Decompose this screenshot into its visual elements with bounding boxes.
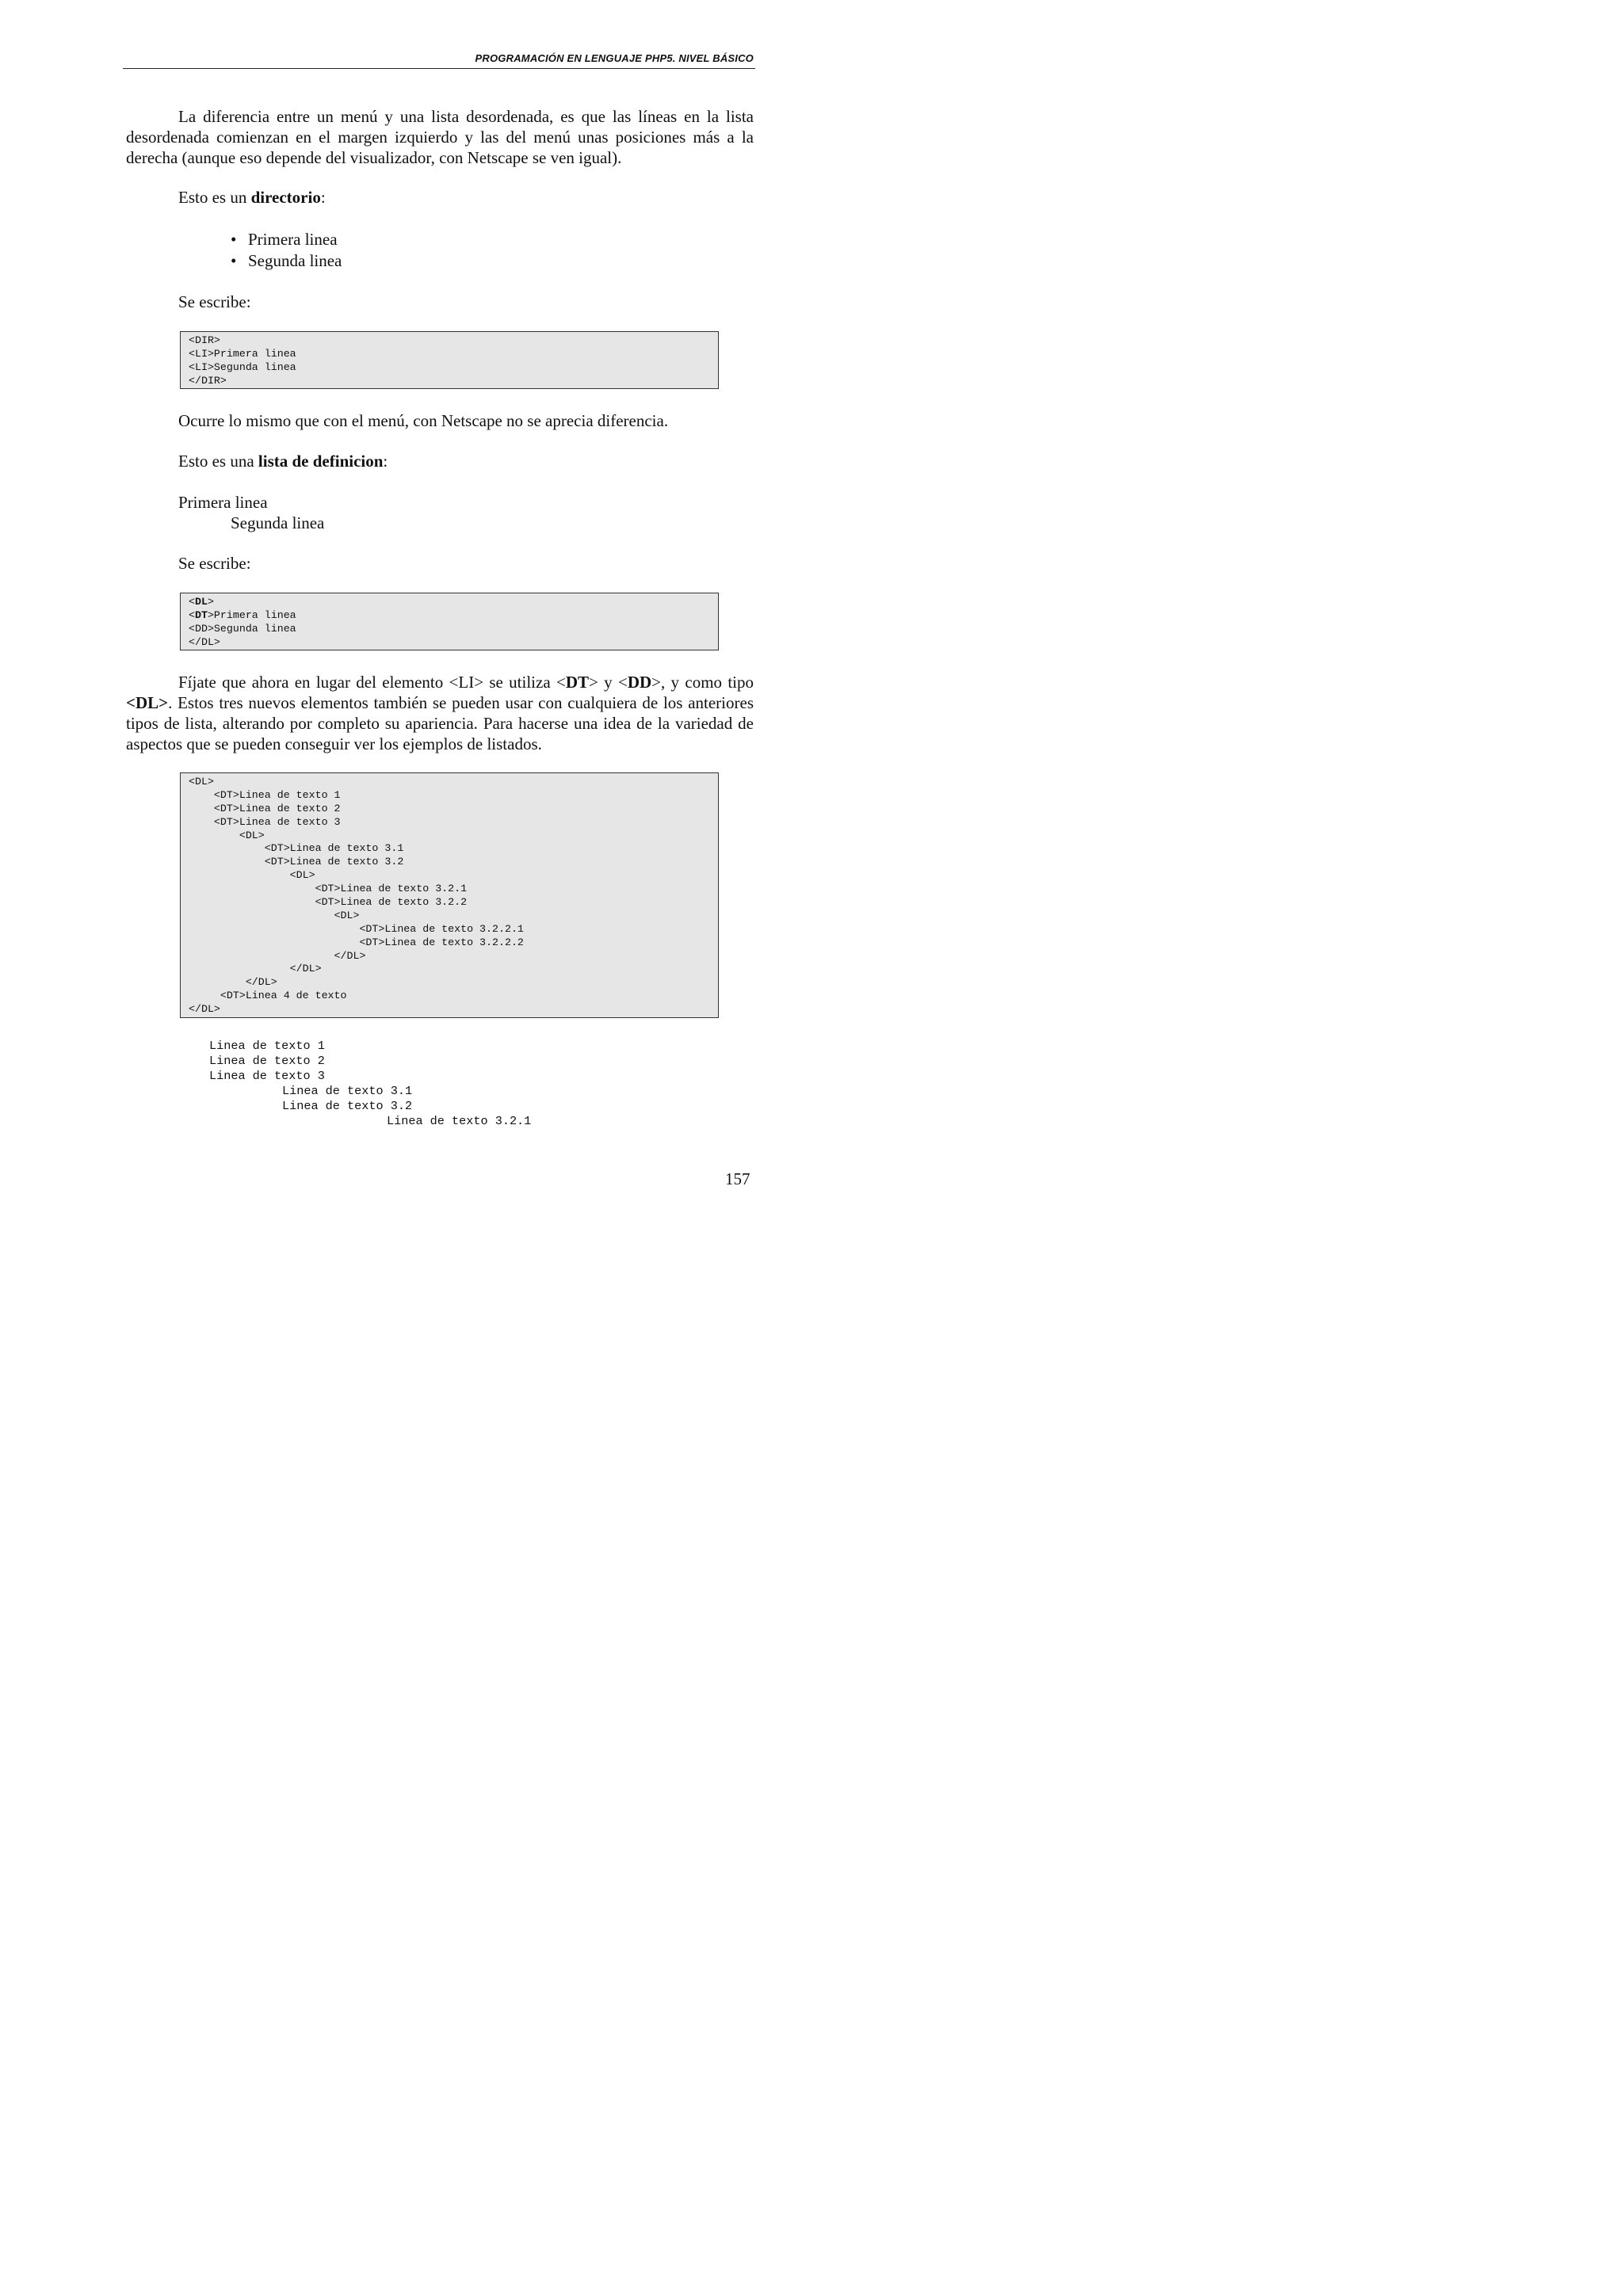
output-line: Linea de texto 2 [209, 1054, 325, 1068]
code-line: <DT>Linea de texto 3.2.2.1 [189, 922, 524, 935]
intro-paragraph [126, 106, 754, 168]
code-line: <DD>Segunda linea [189, 622, 296, 635]
output-line: Linea de texto 1 [209, 1039, 325, 1053]
definicion-lead-text: Esto es una [178, 452, 258, 471]
explain-paragraph: Fíjate que ahora en lugar del elemento <LI> se utiliza <DT> y <DD>, y como tipo <DL>. Estos tres nuevos elementos también se pueden usar con cualquiera de los anteriores tipos de lista, alterando por completo su apariencia. Para hacerse una idea de la variedad de aspectos que se pueden conseguir ver los ejemplos de listados. [126, 673, 754, 753]
list-item [231, 250, 342, 271]
header-rule [123, 68, 755, 69]
directorio-term: directorio [250, 188, 321, 207]
list-item-label: Segunda linea [248, 251, 342, 270]
code-line: <DT>Linea 4 de texto [189, 990, 347, 1002]
menu-note: Ocurre lo mismo que con el menú, con Netscape no se aprecia diferencia. [178, 411, 669, 430]
code-line: <LI>Segunda linea [189, 360, 296, 373]
se-escribe-label: Se escribe: [178, 292, 251, 311]
code-line: <LI>Primera linea [189, 347, 296, 360]
code-box-dir [180, 331, 719, 389]
code-line: <DL> [189, 596, 214, 608]
code-line: </DL> [189, 1003, 220, 1016]
code-line: <DT>Linea de texto 1 [189, 788, 341, 801]
code-line: <DT>Linea de texto 3.2.2 [189, 896, 468, 909]
code-box-nested [180, 772, 719, 1018]
code-line: <DT>Linea de texto 3.1 [189, 842, 404, 855]
code-line: <DT>Linea de texto 2 [189, 802, 341, 814]
directorio-lead-text: Esto es un [178, 188, 251, 207]
running-header: PROGRAMACIÓN EN LENGUAJE PHP5. NIVEL BÁSICO [475, 52, 754, 64]
bullet-icon: • [231, 251, 237, 270]
code-line: </DL> [189, 635, 220, 648]
output-line: Linea de texto 3.1 [282, 1084, 413, 1098]
code-line: </DL> [189, 976, 277, 989]
code-line: <DL> [189, 909, 360, 921]
se-escribe-label: Se escribe: [178, 554, 251, 573]
code-line: </DIR> [189, 374, 227, 387]
code-line: </DL> [189, 963, 322, 975]
code-line: <DT>Linea de texto 3.2.2.2 [189, 936, 524, 948]
code-line: <DIR> [189, 334, 220, 346]
bullet-icon: • [231, 230, 237, 249]
code-line: <DL> [189, 869, 315, 882]
code-line: </DL> [189, 949, 366, 962]
page-number: 157 [725, 1169, 750, 1188]
definicion-term: lista de definicion [258, 452, 384, 471]
output-line: Linea de texto 3.2.1 [387, 1114, 532, 1128]
code-line: <DL> [189, 776, 214, 788]
definicion-colon: : [383, 452, 388, 471]
directorio-colon: : [320, 188, 326, 207]
definicion-lead [178, 451, 388, 471]
code-line: <DL> [189, 829, 265, 841]
output-line: Linea de texto 3.2 [282, 1099, 413, 1113]
output-line: Linea de texto 3 [209, 1069, 325, 1083]
code-line: <DT>Linea de texto 3.2.1 [189, 883, 468, 895]
code-line: <DT>Linea de texto 3 [189, 815, 341, 828]
code-line: <DT>Primera linea [189, 608, 296, 621]
intro-text: La diferencia entre un menú y una lista desordenada, es que las líneas en la lista desordenada comienzan en el margen izquierdo y las del menú unas posiciones más a la derecha (aunque eso depende del visualizador, con Netscape se ven igual). [126, 107, 754, 167]
list-item [231, 229, 338, 250]
list-item-label: Primera linea [248, 230, 338, 249]
directorio-lead [178, 187, 326, 208]
definition-term-example: Primera linea [178, 493, 268, 512]
code-box-dl [180, 593, 719, 650]
code-line: <DT>Linea de texto 3.2 [189, 856, 404, 868]
definition-desc-example: Segunda linea [231, 513, 325, 532]
